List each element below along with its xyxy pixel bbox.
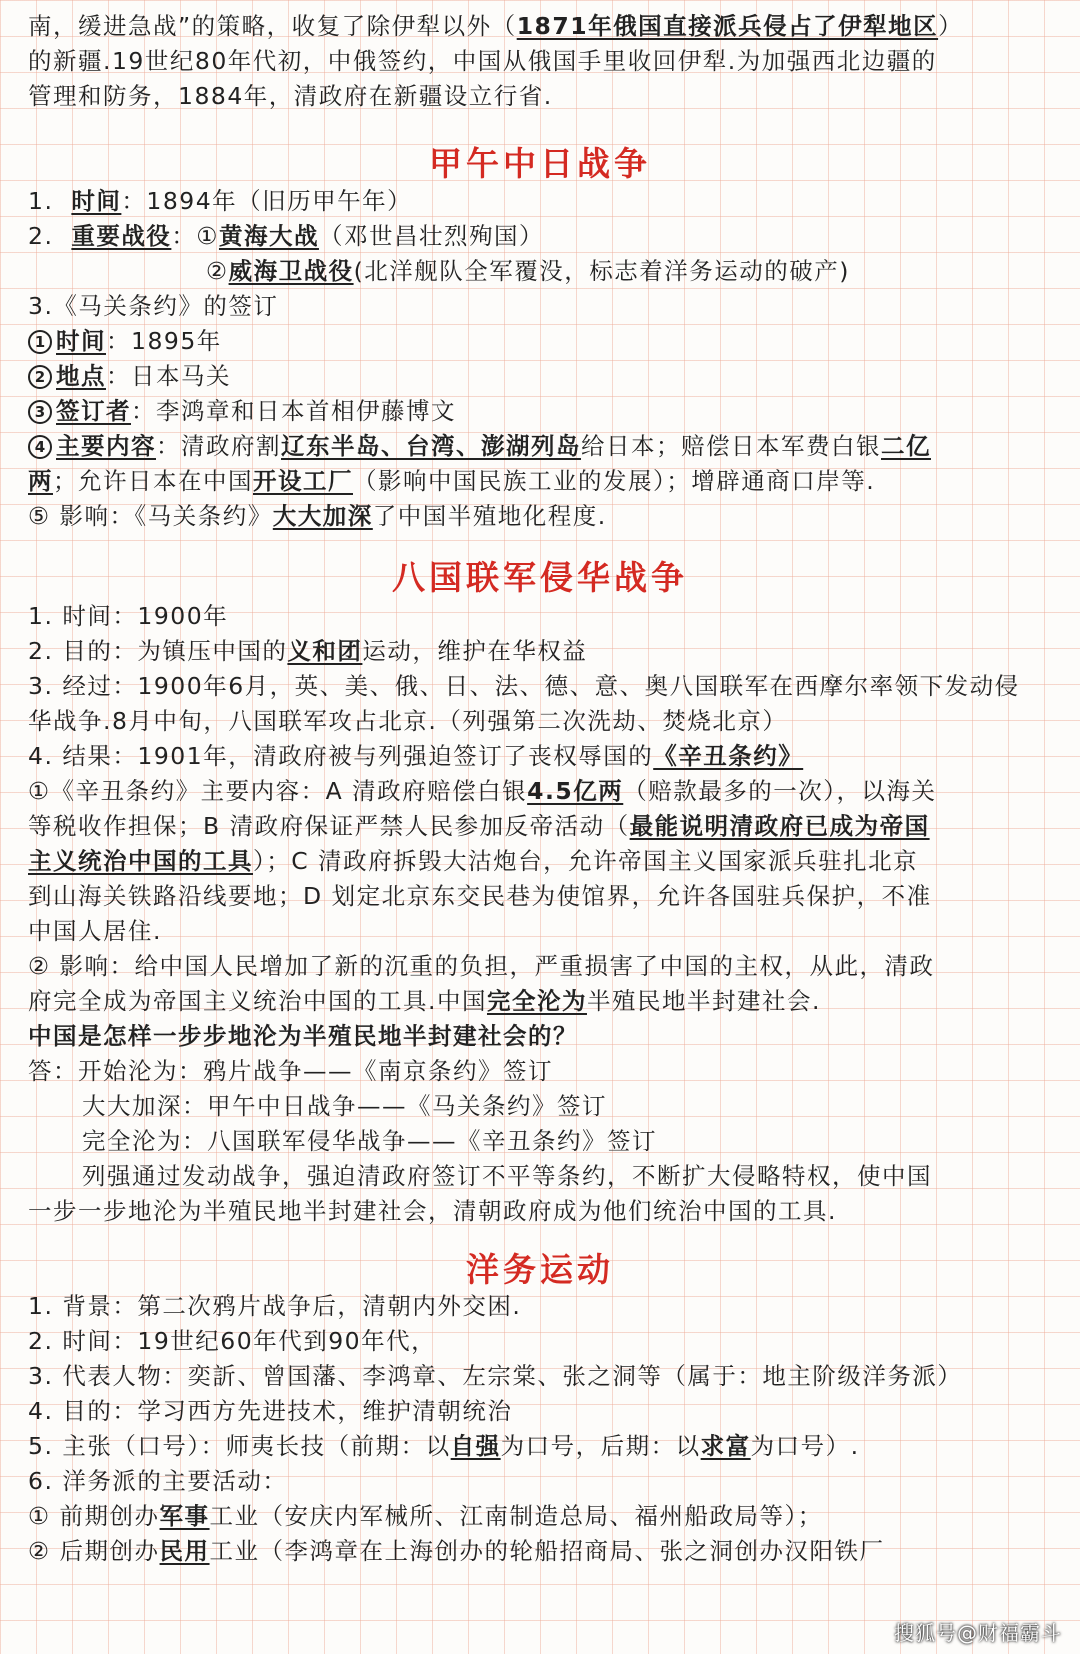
en-line-6 bbox=[28, 775, 937, 807]
time-label: 时间 bbox=[71, 187, 122, 215]
en-line-11: ② 影响：给中国人民增加了新的沉重的负担，严重损害了中国的主权，从此，清政 bbox=[28, 952, 935, 980]
military-industry: 军事 bbox=[159, 1502, 210, 1530]
content-text: （影响中国民族工业的发展）；增辟通商口岸等. bbox=[353, 467, 876, 495]
circle-number-1: 1 bbox=[28, 330, 52, 354]
effect-text: ⑤ 影响：《马关条约》 bbox=[28, 502, 273, 530]
treaty-place-value: ：日本马关 bbox=[106, 362, 231, 390]
circle-number-4: 4 bbox=[28, 435, 52, 459]
content-text: （赔款最多的一次），以海关 bbox=[623, 777, 937, 805]
activity-text: ① 前期创办 bbox=[28, 1502, 160, 1530]
section-title-eight-nation-alliance: 八国联军侵华战争 bbox=[392, 558, 688, 597]
en-line-5 bbox=[28, 740, 803, 772]
circle-number-2: 2 bbox=[28, 365, 52, 389]
circle-number-3: 3 bbox=[28, 400, 52, 424]
intro-line-3: 管理和防务，1884年，清政府在新疆设立行省. bbox=[28, 82, 553, 110]
answer-line-1: 答：开始沦为：鸦片战争——《南京条约》签订 bbox=[28, 1057, 553, 1085]
activity-text: 工业（安庆内军械所、江南制造总局、福州船政局等）； bbox=[209, 1502, 823, 1530]
wm-line-5 bbox=[28, 1430, 860, 1462]
content-text: ）；C 清政府拆毁大沽炮台，允许帝国主义国家派兵驻扎北京 bbox=[253, 847, 919, 875]
intro-text: 南，缓进急战”的策略，收复了除伊犁以外（ bbox=[28, 12, 517, 40]
impact-text: 半殖民地半封建社会. bbox=[586, 987, 821, 1015]
indemnity-amount: 二亿 bbox=[881, 432, 931, 460]
treaty-time-line bbox=[28, 325, 222, 357]
wm-line-6: 6. 洋务派的主要活动： bbox=[28, 1467, 288, 1495]
slogan-text: 为口号）. bbox=[750, 1432, 860, 1460]
sj-battle2-line bbox=[206, 255, 850, 287]
intro-line-1 bbox=[28, 10, 963, 42]
treaty-time-label: 时间 bbox=[56, 327, 106, 355]
sj-time-line bbox=[28, 185, 412, 217]
wm-line-4: 4. 目的：学习西方先进技术，维护清朝统治 bbox=[28, 1397, 513, 1425]
en-line-4: 华战争.8月中旬，八国联军攻占北京.（列强第二次洗劫、焚烧北京） bbox=[28, 707, 788, 735]
en-line-1: 1. 时间：1900年 bbox=[28, 602, 229, 630]
tool-of-imperialism-1: 最能说明清政府已成为帝国 bbox=[629, 812, 930, 840]
answer-line-3: 完全沦为：八国联军侵华战争——《辛丑条约》签订 bbox=[82, 1127, 657, 1155]
completely-reduced: 完全沦为 bbox=[486, 987, 587, 1015]
treaty-place-label: 地点 bbox=[56, 362, 106, 390]
item-number: 2. bbox=[28, 222, 54, 250]
intro-paren-close: ） bbox=[938, 12, 964, 40]
section-title-westernization-movement: 洋务运动 bbox=[466, 1250, 614, 1289]
en-line-8 bbox=[28, 845, 918, 877]
treaty-place-line bbox=[28, 360, 231, 392]
wm-line-3: 3. 代表人物：奕訢、曾国藩、李鸿章、左宗棠、张之洞等（属于：地主阶级洋务派） bbox=[28, 1362, 963, 1390]
result-text: 4. 结果：1901年，清政府被与列强迫签订了丧权辱国的 bbox=[28, 742, 654, 770]
time-value: ：1894年（旧历甲午年） bbox=[121, 187, 413, 215]
treaty-content-line-1 bbox=[28, 430, 931, 462]
content-text: ①《辛丑条约》主要内容：A 清政府赔偿白银 bbox=[28, 777, 528, 805]
sohu-watermark: 搜狐号@财福霸斗 bbox=[894, 1621, 1062, 1645]
intro-line-2: 的新疆.19世纪80年代初，中俄签约，中国从俄国手里收回伊犁.为加强西北边疆的 bbox=[28, 47, 937, 75]
purpose-text: 2. 目的：为镇压中国的 bbox=[28, 637, 288, 665]
slogan-text: 5. 主张（口号）：师夷长技（前期：以 bbox=[28, 1432, 451, 1460]
treaty-content-line-2 bbox=[28, 465, 875, 497]
en-line-10: 中国人居住. bbox=[28, 917, 162, 945]
impact-text: 府完全成为帝国主义统治中国的工具.中国 bbox=[28, 987, 487, 1015]
activity-text: 工业（李鸿章在上海创办的轮船招商局、张之洞创办汉阳铁厂 bbox=[209, 1537, 885, 1565]
answer-line-5: 一步一步地沦为半殖民地半封建社会，清朝政府成为他们统治中国的工具. bbox=[28, 1197, 837, 1225]
battle-colon: ：① bbox=[171, 222, 219, 250]
indemnity-amount-unit: 两 bbox=[28, 467, 53, 495]
answer-line-2: 大大加深：甲午中日战争——《马关条约》签订 bbox=[82, 1092, 607, 1120]
treaty-time-value: ：1895年 bbox=[106, 327, 222, 355]
wm-line-2: 2. 时间：19世纪60年代到90年代， bbox=[28, 1327, 437, 1355]
item-number: 1. bbox=[28, 187, 54, 215]
activity-text: ② 后期创办 bbox=[28, 1537, 160, 1565]
intro-ili-occupation: 1871年俄国直接派兵侵占了伊犁地区 bbox=[516, 12, 939, 40]
treaty-signer-label: 签订者 bbox=[56, 397, 131, 425]
indemnity-450m: 4.5亿两 bbox=[527, 777, 624, 805]
purpose-text: 运动，维护在华权益 bbox=[362, 637, 588, 665]
wm-line-1: 1. 背景：第二次鸦片战争后，清朝内外交困. bbox=[28, 1292, 522, 1320]
answer-line-4: 列强通过发动战争，强迫清政府签订不平等条约，不断扩大侵略特权，使中国 bbox=[82, 1162, 932, 1190]
en-line-2 bbox=[28, 635, 587, 667]
battle1-note: （邓世昌壮烈殉国） bbox=[318, 222, 544, 250]
self-strengthening: 自强 bbox=[450, 1432, 501, 1460]
battle2-note: (北洋舰队全军覆没，标志着洋务运动的破产) bbox=[353, 257, 850, 285]
en-line-9: 到山海关铁路沿线要地；D 划定北京东交民巷为使馆界，允许各国驻兵保护，不准 bbox=[28, 882, 932, 910]
content-text: 等税收作担保；B 清政府保证严禁人民参加反帝活动（ bbox=[28, 812, 630, 840]
en-line-7 bbox=[28, 810, 930, 842]
en-line-3: 3. 经过：1900年6月，英、美、俄、日、法、德、意、奥八国联军在西摩尔率领下发动侵 bbox=[28, 672, 1020, 700]
content-text: ；允许日本在中国 bbox=[53, 467, 253, 495]
wm-line-7 bbox=[28, 1500, 823, 1532]
seeking-wealth: 求富 bbox=[700, 1432, 751, 1460]
content-text: ：清政府割 bbox=[156, 432, 281, 460]
treaty-heading: 3.《马关条约》的签订 bbox=[28, 292, 279, 320]
treaty-signer-value: ：李鸿章和日本首相伊藤博文 bbox=[131, 397, 456, 425]
civilian-industry: 民用 bbox=[159, 1537, 210, 1565]
weihaiwei-battle: 威海卫战役 bbox=[228, 257, 354, 285]
content-text: 给日本；赔偿日本军费白银 bbox=[581, 432, 881, 460]
treaty-content-label: 主要内容 bbox=[56, 432, 156, 460]
treaty-effect-line bbox=[28, 500, 607, 532]
slogan-text: 为口号，后期：以 bbox=[500, 1432, 701, 1460]
ceded-territories: 辽东半岛、台湾、澎湖列岛 bbox=[281, 432, 581, 460]
effect-text: 了中国半殖地化程度. bbox=[372, 502, 607, 530]
yellow-sea-battle: 黄海大战 bbox=[218, 222, 319, 250]
open-factories: 开设工厂 bbox=[253, 467, 353, 495]
en-line-12 bbox=[28, 985, 821, 1017]
question-line: 中国是怎样一步步地沦为半殖民地半封建社会的？ bbox=[28, 1022, 578, 1050]
boxer-protocol: 《辛丑条约》 bbox=[653, 742, 804, 770]
boxer-movement: 义和团 bbox=[287, 637, 363, 665]
wm-line-8 bbox=[28, 1535, 885, 1567]
tool-of-imperialism-2: 主义统治中国的工具 bbox=[28, 847, 253, 875]
battle-label: 重要战役 bbox=[71, 222, 172, 250]
treaty-signer-line bbox=[28, 395, 456, 427]
sj-battle-line bbox=[28, 220, 544, 252]
greatly-deepened: 大大加深 bbox=[272, 502, 373, 530]
section-title-sino-japanese-war: 甲午中日战争 bbox=[429, 144, 651, 183]
battle2-prefix: ② bbox=[206, 257, 229, 285]
